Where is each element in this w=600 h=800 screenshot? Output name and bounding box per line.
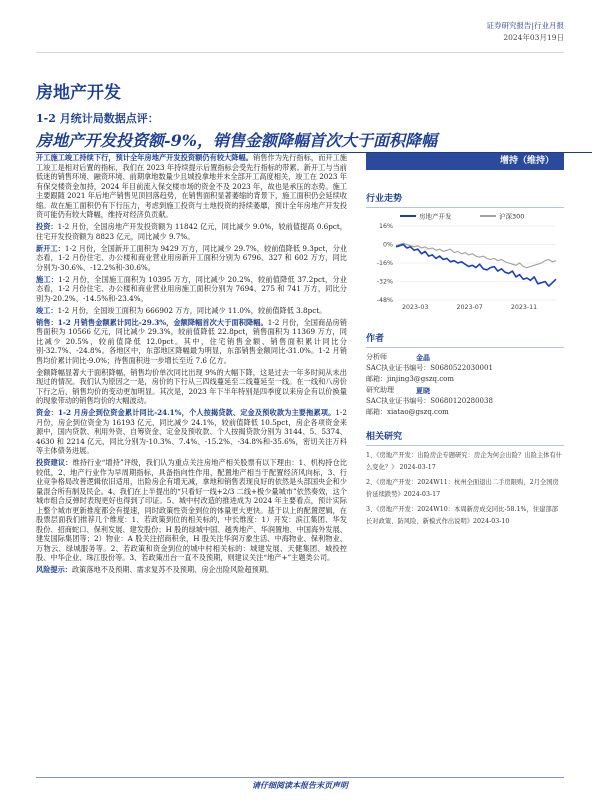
related-list [366, 450, 564, 528]
report-date: 2024年03月19日 [503, 33, 564, 42]
author-email[interactable]: jinjing3@gszq.com [387, 375, 455, 383]
y-tick-label: 0% [383, 241, 393, 249]
text-completion: 1-2 月份，全国竣工面积为 666902 万方，同比减少 11.0%，较前值降低 3.8pct。 [57, 305, 327, 315]
author-role: 分析师 [366, 353, 387, 361]
x-tick-label: 2023-07 [456, 304, 483, 311]
author-license: S0680120280038 [430, 397, 493, 405]
right-column [366, 153, 564, 531]
author-analyst [366, 352, 564, 385]
author-license: S0680522030001 [430, 364, 493, 372]
author-name: 夏晓 [416, 386, 430, 395]
related-item[interactable]: 1、《房地产开发：出险房企专题研究：房企为何会出险？出险主体有什么变化？》 2024-03-17 [366, 452, 563, 471]
sector-title: 房地产开发 [36, 83, 121, 103]
paragraph-price-analysis: 金额降幅显著大于面积降幅，销售均价单次同比出现 9%的大幅下降，这是过去一年多时间从未出现过的情况。我们认为原因之一是，房价的下行从三四线蔓延至二线蔓延至一线。在一线和八房价下行之后，销售均价的变动更加明显。其次是，2023 年下半年特别是四季度以来房企有以价换量的现象带动的销售均价的大幅波动。 [36, 367, 347, 405]
text-construction: 销售作为先行指标，而开工施工竣工是相对后置的指标，我们在 2023 年持续提示后置指标会受先行指标的带累。新开工与当前低迷的销售环境、融资环境、前期拿地数量少且城投拿地并未全部开工高度相关，竣工在 2023 年有保交楼资金加持，2024 年目前流入保交楼市场的资金不及 2023 年，故也是承压的态势。施工主要跟随 2021 年后地产销售见顶回落趋势，在销售面积显著萎缩的背景下，施工面积仍会延续收缩。故在施工面积仍有下行压力，考虑到施工投资与土地投资的持续萎靡，预计全年房地产开发投资可能仍有较大降幅，维持对经济负贡献。 [36, 153, 347, 219]
text-funds: 1-2 月份，房企到位资金为 16193 亿元，同比减少 24.1%，较前值降低 10.5pct，房企各项资金来源中，国内贷款、利用外资、自筹资金、定金及预收款、个人按揭贷款分别为 3144、5、5374、4630 和 2214 亿元，同比分别为-10.3%、7.4%、-15.2%、-34.8%和-35.6%，密切关注万科等主体债务进展。 [36, 408, 347, 455]
paragraph-sales [36, 318, 347, 366]
legend-label: 房地产开发 [419, 212, 452, 221]
x-tick-label: 2023-11 [510, 304, 538, 311]
y-tick-label: -32% [376, 278, 393, 286]
series-line-csi300 [396, 243, 556, 267]
y-tick-label: -48% [376, 297, 393, 304]
label-investment: 投资： [36, 222, 58, 231]
authors-section-title: 作者 [366, 328, 564, 348]
header-meta [486, 20, 564, 44]
label-new-starts: 新开工： [36, 243, 65, 253]
trend-section-title: 行业走势 [366, 188, 564, 208]
rating-badge: 增持（维持） [366, 153, 564, 170]
footer-disclaimer: 请仔细阅读本报告末页声明 [252, 780, 348, 790]
lead-sales: 销售：1-2 月销售金额累计同比-29.3%，金额降幅首次大于面积降幅。 [36, 317, 268, 327]
label-completion: 竣工： [36, 305, 58, 315]
text-under-construction: 1-2 月份，全国施工面积为 10395 万方，同比减少 20.2%，较前值降低 37.2pct，分业态看，1-2 月份住宅、办公楼和商业营业用房施工面积分别为 7694、275 和 741 万方，同比分别为-20.2%、-14.5%和-23.4%。 [36, 274, 347, 303]
report-type: 证券研究报告|行业月报 [486, 21, 564, 30]
author-license-label: SAC执业证书编号： [366, 397, 431, 405]
subtitle: 1-2 月统计局数据点评： [36, 112, 159, 125]
x-tick-label: 2023-03 [402, 304, 429, 311]
y-tick-label: 16% [379, 223, 393, 230]
text-recommendation: 维持行业“增持”评级，我们认为重点关注房地产相关股票有以下理由：1、机构持仓比较低，2、地产行业作为早周期指标，具备指向性作用，配置地产相当于配置经济风向标，3、行业竞争格局改善逻辑依旧适用，出险房企有增无减，拿地和销售表现良好的依然是头部国央企和少量混合所有制及民企。4、我们在上半提出的“只看好一线+2/3 二线+极少量城市”依然奏效，这个城市组合反弹时表现更好也得到了印证。5、城中村改造的推进成为 2024 年主要看点，预计实际上整个城市更新推度都会有提速，同时政策性资金到位的体量更大更快。基于以上的配置逻辑，在股票层面我们推荐几个维度：1、若政策到位的相关标的，中长维度：1）开发：滨江集团、华发股份、招商蛇口、保利发展、建发股份；H 股的绿城中国、越秀地产、华润置地、中国海外发展、建发国际集团等；2）物业：A 股关注招商积余，H 股关注华润万象生活、中海物业、保利物业、万物云、绿城服务等。2、若政策和资金到位的城中村相关标的：城建发展、天健集团、城投控股、中华企业、珠江股份等。3、若政策出台一直不及预期，则建议关注“地产+”主题类公司。 [36, 458, 347, 562]
paragraph-completion [36, 306, 347, 316]
text-investment: 1-2 月份，全国房地产开发投资额为 11842 亿元，同比减少 9.0%，较前值提高 0.6pct，住宅开发投资额为 8823 亿元，同比减少 9.7%。 [36, 222, 347, 241]
header-divider [36, 52, 564, 53]
body-text [36, 153, 347, 577]
author-email-label: 邮箱： [366, 408, 387, 416]
author-name: 金晶 [416, 353, 430, 362]
paragraph-funds [36, 408, 347, 456]
author-license-label: SAC执业证书编号： [366, 364, 431, 372]
author-email[interactable]: xiatao@gszq.com [387, 408, 449, 416]
label-risk: 风险提示： [36, 565, 72, 574]
paragraph-new-starts [36, 244, 347, 273]
lead-funds: 资金：1-2 月房企到位资金累计同比-24.1%，个人按揭贷款、定金及预收款为主要拖累项。 [36, 408, 336, 417]
author-email-label: 邮箱： [366, 375, 387, 383]
paragraph-recommendation [36, 458, 347, 563]
related-section-title: 相关研究 [366, 426, 564, 446]
trend-chart [366, 208, 564, 312]
paragraph-risk [36, 565, 347, 575]
label-recommendation: 投资建议： [36, 458, 73, 467]
series-line-real-estate [396, 245, 556, 287]
label-under-construction: 施工： [36, 274, 59, 284]
lead-construction: 开工施工竣工持续下行，预计全年房地产开发投资额仍有较大降幅。 [36, 153, 253, 162]
headline: 房地产开发投资额-9%，销售金额降幅首次大于面积降幅 [36, 131, 437, 150]
text-new-starts: 1-2 月份，全国新开工面积为 9429 万方，同比减少 29.7%，较前值降低 9.3pct，分业态看，1-2 月份住宅、办公楼和商业营业用房新开工面积分别为 6796、327 和 602 万方，同比分别为-30.6%、-12.2%和-30.6%。 [36, 243, 347, 272]
y-tick-label: -16% [376, 260, 393, 267]
related-item[interactable]: 2、《房地产开发：2024W11：杭州全面退出二手房限购，2月全国房价延续跌势》2024-03-17 [366, 479, 559, 498]
footer-divider [36, 777, 564, 778]
text-sales: 1-2 月份，全国商品房销售面积为 10566 亿元，同比减少 29.3%，较前值降低 22.8pct，销售面积为 11369 万方，同比减少 20.5%，较前值降低 12.0pct。其中，住宅销售金额、销售面积累计同比分别-32.7%、-24.8%。各地区中，东部地区降幅最为明显，东部销售金额同比-31.0%。1-2 月销售均价累计同比-9.0%；待售面积进一步增长至近 7.6 亿方。 [36, 317, 347, 365]
related-item[interactable]: 3、《房地产开发：2024W10：本周新房成交同比-58.1%，住建部部长对政策、防风险、新模式作出说明》2024-03-10 [366, 506, 559, 525]
paragraph-investment [36, 222, 347, 241]
text-risk: 政策落地不及预期、需求复苏不及预期、房企出险风险超预期。 [71, 565, 274, 574]
paragraph-construction [36, 153, 347, 220]
legend-label: 沪深300 [499, 212, 525, 221]
author-assistant [366, 385, 564, 418]
paragraph-under-construction [36, 275, 347, 304]
trend-chart-svg [366, 208, 564, 312]
author-role: 研究助理 [366, 386, 394, 394]
